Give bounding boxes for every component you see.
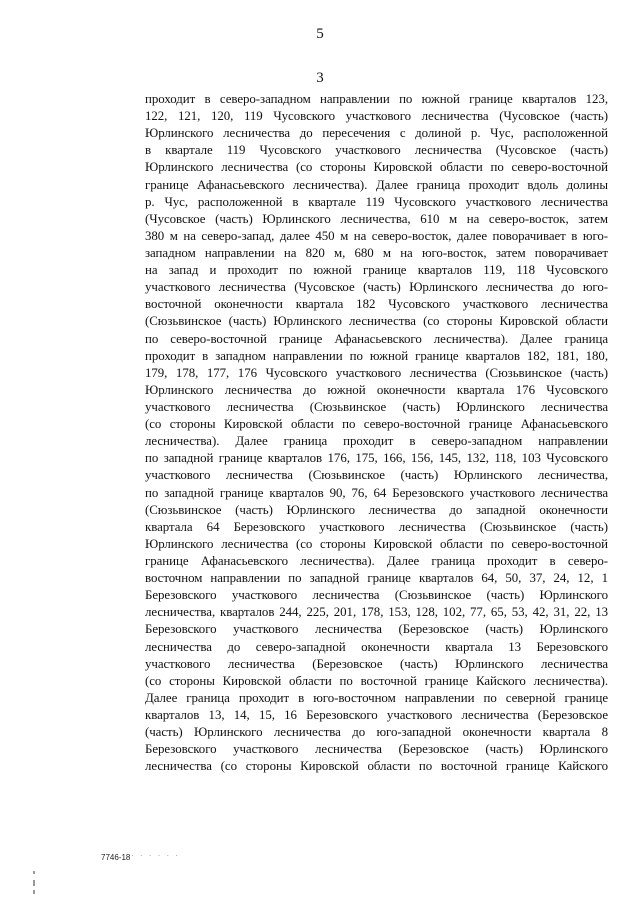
text-line: по северо-восточной границе Афанасьевского лесничества). Далее граница [145, 331, 608, 346]
text-line: 122, 121, 120, 119 Чусовского участкового лесничества (Чусовское (часть) [145, 109, 608, 124]
text-line: (со стороны Кировской области по северо-восточной границе Афанасьевского [145, 417, 608, 432]
text-line: 179, 178, 177, 176 Чусовского участкового лесничества (Сюзьвинское (часть) [145, 365, 608, 380]
text-line: восточной оконечности квартала 182 Чусовского участкового лесничества [145, 297, 608, 312]
text-line: Березовского участкового лесничества (Березовское (часть) Юрлинского [145, 742, 608, 757]
text-line: участкового лесничества (Сюзьвинское (часть) Юрлинского лесничества, [145, 468, 608, 483]
text-line: в квартале 119 Чусовского участкового лесничества (Чусовское (часть) [145, 143, 608, 158]
text-line: Березовского участкового лесничества (Сюзьвинское (часть) Юрлинского [145, 588, 608, 603]
text-line: участкового лесничества (Березовское (часть) Юрлинского лесничества [145, 656, 608, 671]
text-line: (со стороны Кировской области по восточной границе Кайского лесничества). [145, 673, 608, 688]
text-line: восточном направлении по западной границе кварталов 64, 50, 37, 24, 12, 1 [145, 571, 608, 586]
text-line: проходит в западном направлении по южной границе кварталов 182, 181, 180, [145, 348, 608, 363]
text-line: квартала 64 Березовского участкового лесничества (Сюзьвинское (часть) [145, 519, 608, 534]
text-line: Юрлинского лесничества до пересечения с долиной р. Чус, расположенной [145, 126, 608, 141]
text-line: Березовского участкового лесничества (Березовское (часть) Юрлинского [145, 622, 608, 637]
outer-page-number: 5 [316, 26, 324, 42]
inner-page-number: 3 [316, 70, 324, 86]
text-line: (часть) Юрлинского лесничества до юго-западной оконечности квартала 8 [145, 725, 608, 740]
text-line: лесничества до северо-западной оконечности квартала 13 Березовского [145, 639, 608, 654]
text-line: 380 м на северо-запад, далее 450 м на северо-восток, далее поворачивает в юго- [145, 228, 608, 243]
document-body [145, 91, 608, 775]
text-line: на запад и проходит по южной границе кварталов 119, 118 Чусовского [145, 263, 608, 278]
text-line: Юрлинского лесничества (со стороны Кировской области по северо-восточной [145, 536, 608, 551]
text-line: границе Афанасьевского лесничества). Далее граница проходит вдоль долины [145, 177, 608, 192]
text-line: Юрлинского лесничества до южной оконечности квартала 176 Чусовского [145, 382, 608, 397]
text-line: по западной границе кварталов 176, 175, 166, 156, 145, 132, 118, 103 Чусовского [145, 451, 608, 466]
text-line: р. Чус, расположенной в квартале 119 Чусовского участкового лесничества [145, 194, 608, 209]
document-code: 7746-18 [101, 853, 131, 862]
margin-scan-mark [33, 880, 35, 886]
text-line: кварталов 13, 14, 15, 16 Березовского участкового лесничества (Березовское [145, 707, 608, 722]
text-line: Юрлинского лесничества (со стороны Кировской области по северо-восточной [145, 160, 608, 175]
text-line: участкового лесничества (Чусовское (часть) Юрлинского лесничества до юго- [145, 280, 608, 295]
text-line: (Сюзьвинское (часть) Юрлинского лесничества (со стороны Кировской области [145, 314, 608, 329]
text-line: Далее граница проходит в юго-восточном направлении по северной границе [145, 690, 608, 705]
text-line: лесничества (со стороны Кировской области по восточной границе Кайского [145, 759, 608, 774]
margin-scan-mark [33, 871, 35, 874]
text-line: западном направлении на 820 м, 680 м на юго-восток, затем поворачивает [145, 245, 608, 260]
text-line: лесничества, кварталов 244, 225, 201, 178, 153, 128, 102, 77, 65, 53, 42, 31, 22, 13 [145, 605, 608, 620]
scan-dots-decoration: · · · · · · [131, 851, 181, 860]
text-line: (Чусовское (часть) Юрлинского лесничества, 610 м на северо-восток, затем [145, 211, 608, 226]
text-line: по западной границе кварталов 90, 76, 64 Березовского участкового лесничества [145, 485, 608, 500]
text-line: проходит в северо-западном направлении по южной границе кварталов 123, [145, 92, 608, 106]
text-line: границе Афанасьевского лесничества). Далее граница проходит в северо- [145, 553, 608, 568]
margin-scan-mark [33, 890, 35, 894]
text-line: лесничества). Далее граница проходит в северо-западном направлении [145, 434, 608, 449]
text-line: (Сюзьвинское (часть) Юрлинского лесничества до западной оконечности [145, 502, 608, 517]
text-line: участкового лесничества (Сюзьвинское (часть) Юрлинского лесничества [145, 399, 608, 414]
